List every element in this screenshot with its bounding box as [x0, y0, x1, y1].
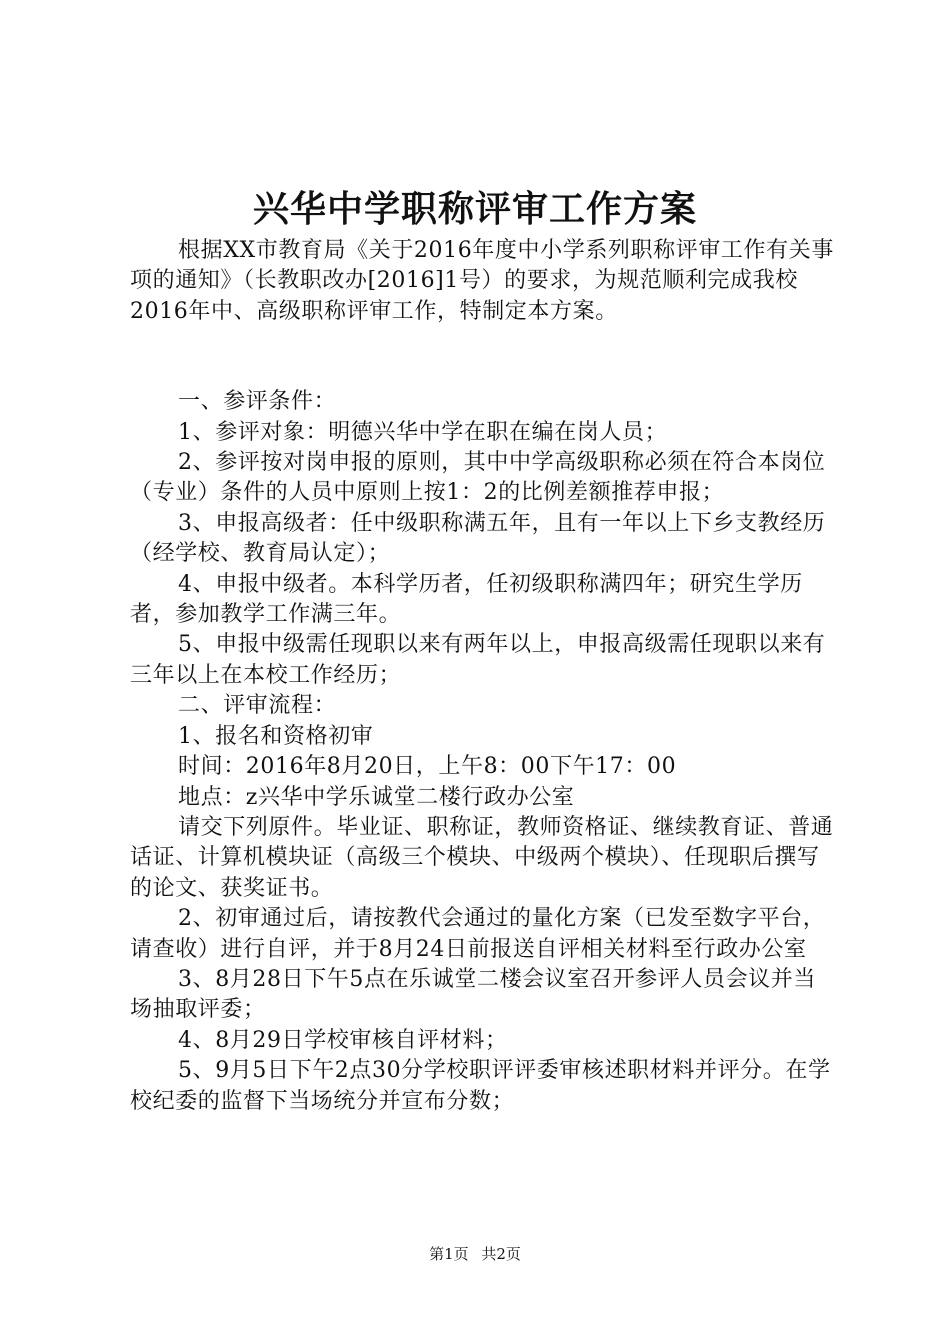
page-footer: [0, 1244, 950, 1264]
section-heading-conditions: 一、参评条件：: [178, 389, 337, 415]
process-item-1: 1、报名和资格初审: [178, 723, 374, 749]
process-time: 时间：2016年8月20日，上午8：00下午17：00: [178, 754, 677, 780]
condition-item-4: 4、申报中级者。本科学历者，任初级职称满四年；研究生学历者，参加教学工作满三年。: [130, 571, 803, 628]
condition-item-5: 5、申报中级需任现职以来有两年以上，申报高级需任现职以来有三年以上在本校工作经历；: [130, 632, 826, 688]
process-item-5: 5、9月5日下午2点30分学校职评评委审核述职材料并评分。在学校纪委的监督下当场统分并宣布分数；: [130, 1058, 831, 1114]
document-title: 兴华中学职称评审工作方案: [252, 189, 697, 230]
page-number: 第1页: [429, 1245, 469, 1263]
condition-item-2: 2、参评按对岗申报的原则，其中中学高级职称必须在符合本岗位（专业）条件的人员中原则上按1：2的比例差额推荐申报；: [130, 450, 826, 506]
condition-item-1: 1、参评对象：明德兴华中学在职在编在岗人员；: [178, 419, 668, 445]
process-item-2: 2、初审通过后，请按教代会通过的量化方案（已发至数字平台，请查收）进行自评，并于8月24日前报送自评相关材料至行政办公室: [130, 906, 826, 962]
section-heading-process: 二、评审流程：: [178, 693, 337, 719]
process-item-4: 4、8月29日学校审核自评材料；: [178, 1027, 508, 1053]
process-location: 地点：z兴华中学乐诚堂二楼行政办公室: [178, 784, 575, 810]
process-documents: 请交下列原件。毕业证、职称证，教师资格证、继续教育证、普通话证、计算机模块证（高级三个模块、中级两个模块）、任现职后撰写的论文、获奖证书。: [130, 814, 834, 901]
intro-paragraph: 根据XX市教育局《关于2016年度中小学系列职称评审工作有关事项的通知》（长教职改办[2016]1号）的要求，为规范顺利完成我校2016年中、高级职称评审工作，特制定本方案。: [130, 238, 834, 324]
paragraph-spacer: [130, 327, 835, 387]
document-body: [130, 236, 835, 1117]
condition-item-3: 3、申报高级者：任中级职称满五年，且有一年以上下乡支教经历（经学校、教育局认定）；: [130, 510, 826, 567]
process-item-3: 3、8月28日下午5点在乐诚堂二楼会议室召开参评人员会议并当场抽取评委；: [130, 966, 816, 1023]
page-total: 共2页: [481, 1245, 521, 1263]
